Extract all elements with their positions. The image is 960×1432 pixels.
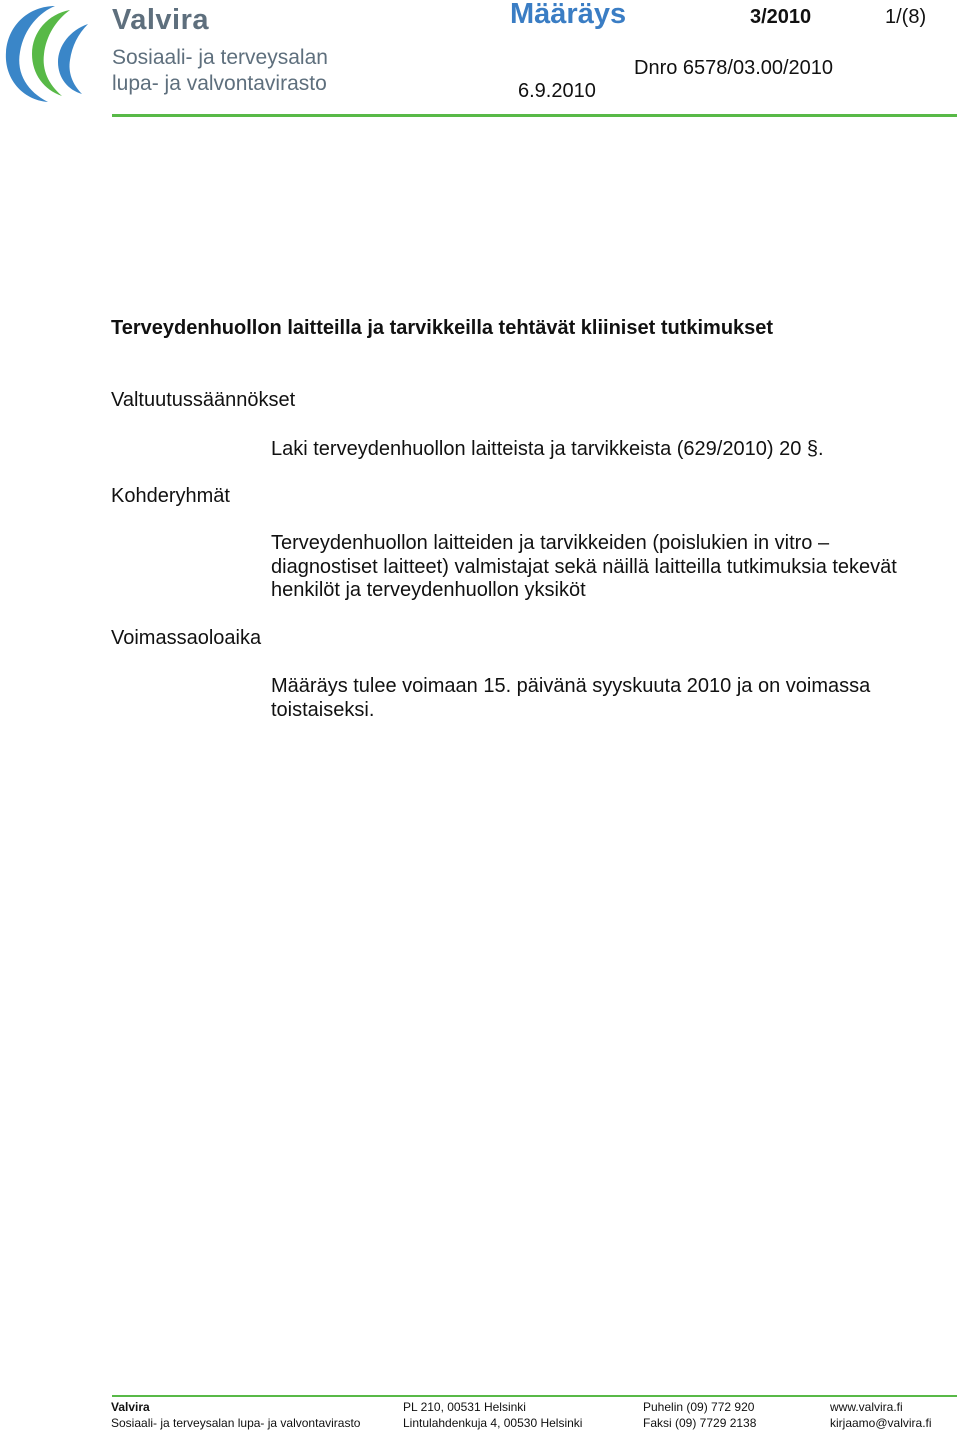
footer-org-name: Valvira	[111, 1400, 150, 1414]
org-subtitle-line2: lupa- ja valvontavirasto	[112, 72, 327, 95]
section-label-valtuutussaannokset: Valtuutussäännökset	[111, 389, 296, 411]
page-title: Terveydenhuollon laitteilla ja tarvikkeilla tehtävät kliiniset tutkimukset	[111, 317, 774, 339]
footer-phone: Puhelin (09) 772 920	[643, 1400, 755, 1414]
header-divider	[112, 114, 957, 117]
section-text-voimassaoloaika: Määräys tulee voimaan 15. päivänä syyskuuta 2010 ja on voimassa toistaiseksi.	[271, 675, 871, 721]
doc-type-title: Määräys	[510, 0, 627, 30]
section-text-kohderyhmat: Terveydenhuollon laitteiden ja tarvikkeiden (poislukien in vitro – diagnostiset laitteet) valmistajat sekä näillä laitteilla tutkimuksia tekevät henkilöt ja terveydenhuollon yksiköt	[271, 532, 897, 601]
footer-street-address: Lintulahdenkuja 4, 00530 Helsinki	[403, 1416, 583, 1430]
page-number: 1/(8)	[885, 6, 927, 28]
org-subtitle-line1: Sosiaali- ja terveysalan	[112, 46, 328, 69]
dnro: Dnro 6578/03.00/2010	[634, 57, 834, 79]
footer-email-link[interactable]: kirjaamo@valvira.fi	[830, 1416, 932, 1430]
section-text-valtuutussaannokset: Laki terveydenhuollon laitteista ja tarvikkeista (629/2010) 20 §.	[271, 438, 824, 460]
footer-org-full-name: Sosiaali- ja terveysalan lupa- ja valvontavirasto	[111, 1416, 361, 1430]
doc-date: 6.9.2010	[518, 80, 596, 102]
section-label-kohderyhmat: Kohderyhmät	[111, 485, 230, 507]
footer-fax: Faksi (09) 7729 2138	[643, 1416, 757, 1430]
footer-postal-address: PL 210, 00531 Helsinki	[403, 1400, 526, 1414]
footer-website-link[interactable]: www.valvira.fi	[830, 1400, 903, 1414]
org-name: Valvira	[112, 4, 210, 36]
section-label-voimassaoloaika: Voimassaoloaika	[111, 627, 262, 649]
doc-number: 3/2010	[750, 6, 812, 28]
valvira-logo-icon	[0, 4, 100, 104]
footer-divider	[112, 1395, 957, 1397]
